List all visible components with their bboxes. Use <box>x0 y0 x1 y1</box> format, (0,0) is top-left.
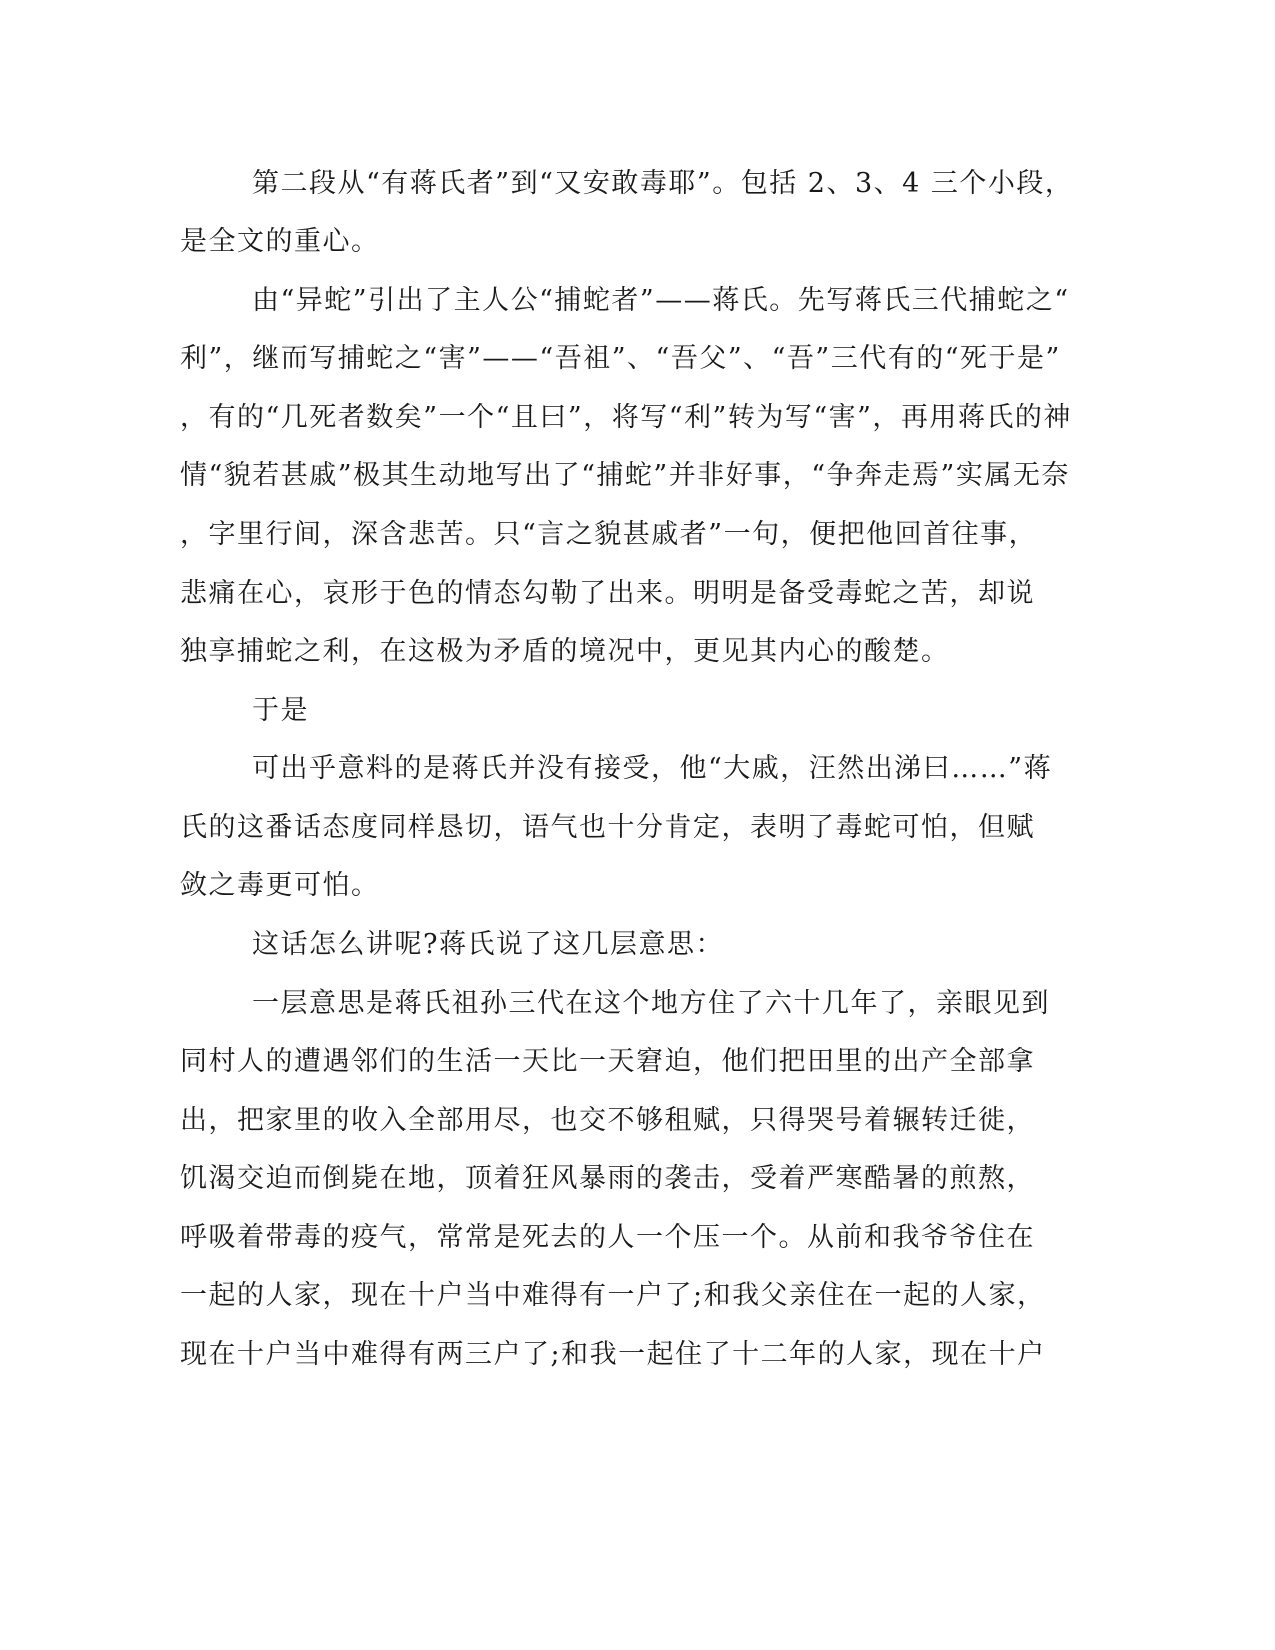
text-line: 饥渴交迫而倒毙在地，顶着狂风暴雨的袭击，受着严寒酷暑的煎熬， <box>180 1163 1035 1194</box>
text-line: 于是 <box>252 695 309 726</box>
text-line: 氏的这番话态度同样恳切，语气也十分肯定，表明了毒蛇可怕，但赋 <box>180 812 1035 843</box>
text-line: 情“貌若甚戚”极其生动地写出了“捕蛇”并非好事，“争奔走焉”实属无奈 <box>180 460 1070 491</box>
text-line: 是全文的重心。 <box>180 226 380 257</box>
text-line: 悲痛在心，哀形于色的情态勾勒了出来。明明是备受毒蛇之苦，却说 <box>180 578 1035 609</box>
text-line: 可出乎意料的是蒋氏并没有接受，他“大戚，汪然出涕曰……”蒋 <box>252 753 1053 784</box>
text-line: 出，把家里的收入全部用尽，也交不够租赋，只得哭号着辗转迁徙， <box>180 1105 1035 1136</box>
text-line: ，有的“几死者数矣”一个“且曰”，将写“利”转为写“害”，再用蒋氏的神 <box>180 402 1072 433</box>
text-line: 一起的人家，现在十户当中难得有一户了;和我父亲住在一起的人家， <box>180 1280 1046 1311</box>
text-line: 由“异蛇”引出了主人公“捕蛇者”——蒋氏。先写蒋氏三代捕蛇之“ <box>252 285 1070 316</box>
text-line: 敛之毒更可怕。 <box>180 870 380 901</box>
text-line: 现在十户当中难得有两三户了;和我一起住了十二年的人家，现在十户 <box>180 1339 1046 1370</box>
text-line: 独享捕蛇之利，在这极为矛盾的境况中，更见其内心的酸楚。 <box>180 636 950 667</box>
text-line: ，字里行间，深含悲苦。只“言之貌甚戚者”一句，便把他回首往事， <box>180 519 1038 550</box>
text-line: 这话怎么讲呢?蒋氏说了这几层意思： <box>252 929 724 960</box>
text-line: 第二段从“有蒋氏者”到“又安敢毒耶”。包括 2、3、4 三个小段， <box>252 168 1074 199</box>
text-line: 利”，继而写捕蛇之“害”——“吾祖”、“吾父”、“吾”三代有的“死于是” <box>180 343 1061 374</box>
text-line: 呼吸着带毒的疫气，常常是死去的人一个压一个。从前和我爷爷住在 <box>180 1222 1035 1253</box>
text-line: 同村人的遭遇邻们的生活一天比一天窘迫，他们把田里的出产全部拿 <box>180 1046 1035 1077</box>
text-line: 一层意思是蒋氏祖孙三代在这个地方住了六十几年了，亲眼见到 <box>252 988 1050 1019</box>
